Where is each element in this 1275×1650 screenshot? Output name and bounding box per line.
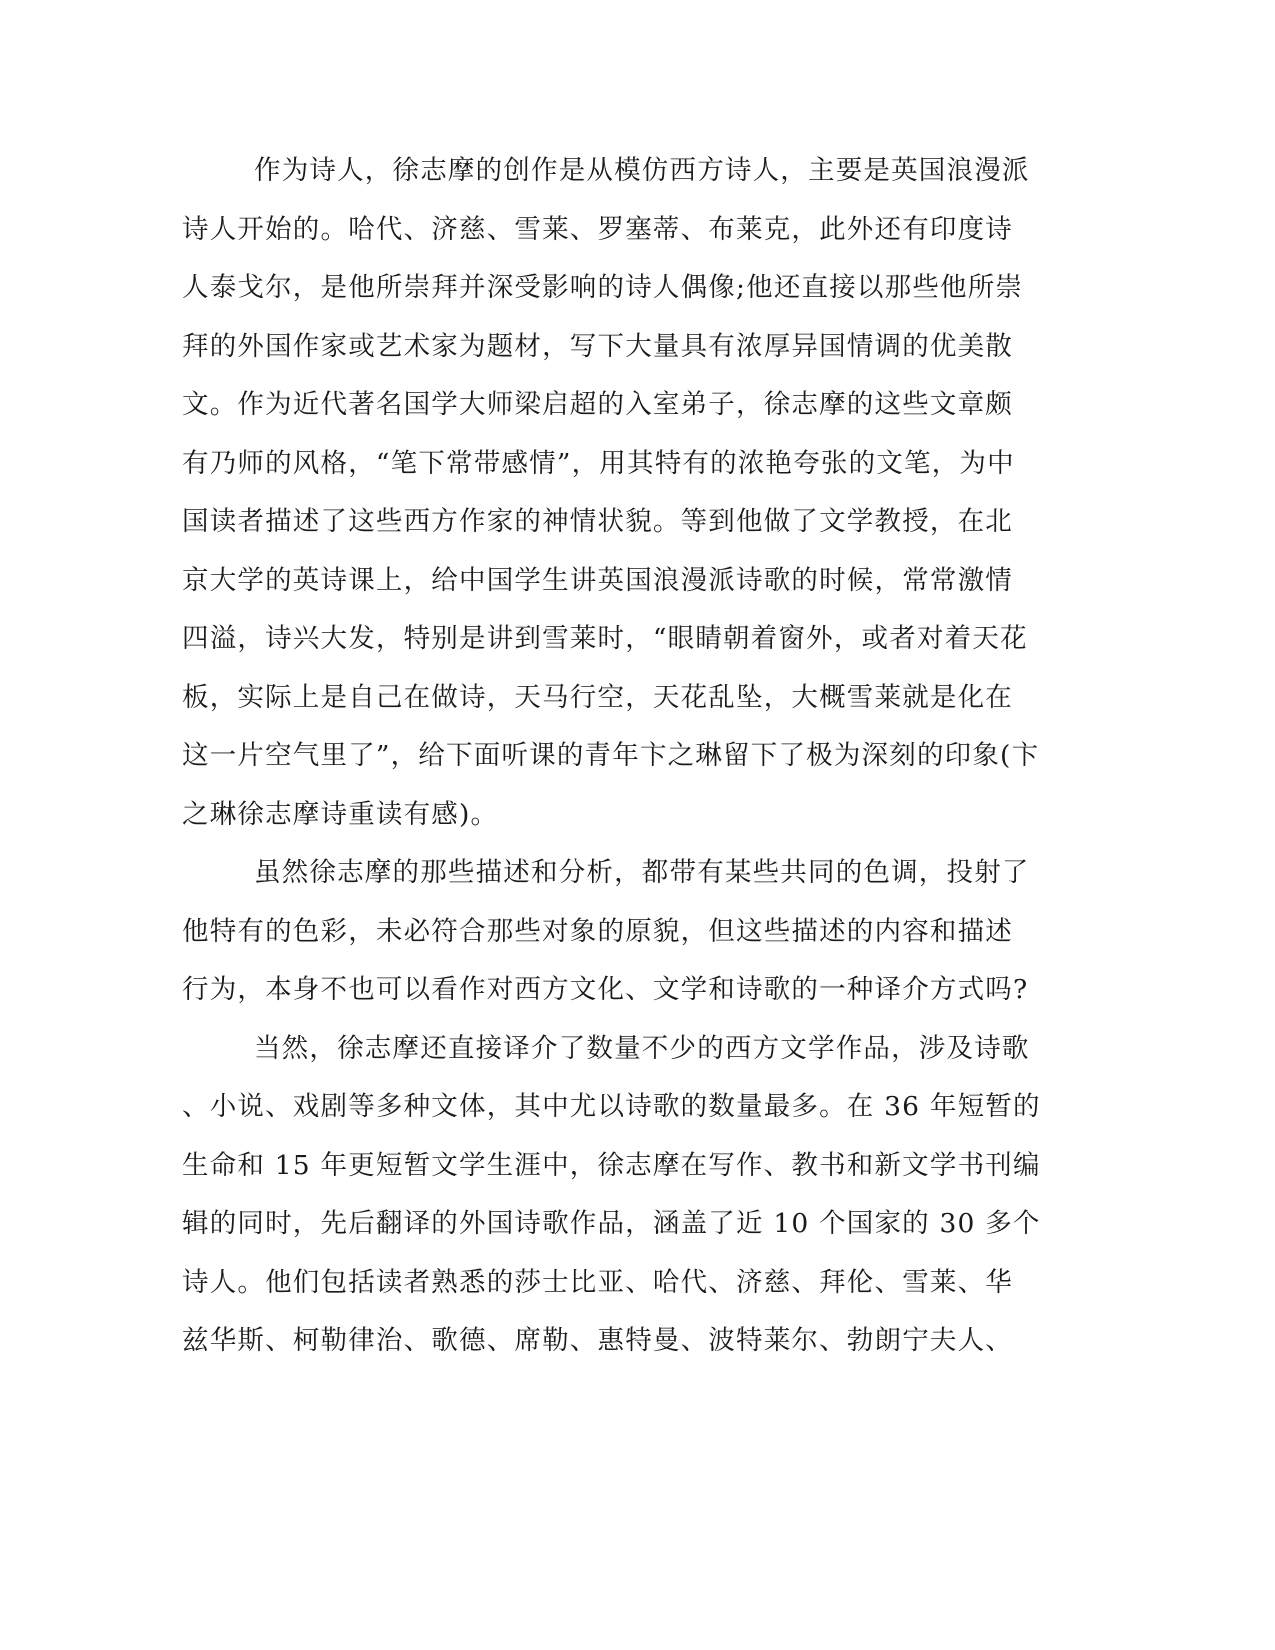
paragraph-2-line-1: 虽然徐志摩的那些描述和分析，都带有某些共同的色调，投射了	[254, 857, 1030, 888]
paragraph-1-line-11: 这一片空气里了”，给下面听课的青年卞之琳留下了极为深刻的印象(卞	[182, 740, 1040, 771]
paragraph-1-line-7: 国读者描述了这些西方作家的神情状貌。等到他做了文学教授，在北	[182, 506, 1013, 537]
paragraph-3-line-1: 当然，徐志摩还直接译介了数量不少的西方文学作品，涉及诗歌	[254, 1032, 1030, 1064]
paragraph-3-line-6: 兹华斯、柯勒律治、歌德、席勒、惠特曼、波特莱尔、勃朗宁夫人、	[182, 1325, 1013, 1356]
paragraph-2-line-2: 他特有的色彩，未必符合那些对象的原貌，但这些描述的内容和描述	[182, 915, 1013, 947]
paragraph-1-line-6: 有乃师的风格，“笔下常带感情”，用其特有的浓艳夸张的文笔，为中	[182, 447, 1015, 479]
paragraph-1-line-10: 板，实际上是自己在做诗，天马行空，天花乱坠，大概雪莱就是化在	[182, 681, 1013, 713]
paragraph-1-line-5: 文。作为近代著名国学大师梁启超的入室弟子，徐志摩的这些文章颇	[182, 389, 1013, 420]
paragraph-3-line-4: 辑的同时，先后翻译的外国诗歌作品，涵盖了近 10 个国家的 30 多个	[182, 1208, 1041, 1239]
paragraph-1-line-1: 作为诗人，徐志摩的创作是从模仿西方诗人，主要是英国浪漫派	[254, 155, 1030, 186]
paragraph-2-line-3: 行为，本身不也可以看作对西方文化、文学和诗歌的一种译介方式吗?	[182, 974, 1029, 1005]
paragraph-1-line-8: 京大学的英诗课上，给中国学生讲英国浪漫派诗歌的时候，常常激情	[182, 564, 1013, 596]
paragraph-3-line-3: 生命和 15 年更短暂文学生涯中，徐志摩在写作、教书和新文学书刊编	[182, 1149, 1041, 1181]
paragraph-1-line-12: 之琳徐志摩诗重读有感)。	[182, 798, 499, 830]
paragraph-1-line-3: 人泰戈尔，是他所崇拜并深受影响的诗人偶像;他还直接以那些他所崇	[182, 272, 1024, 303]
paragraph-3-line-5: 诗人。他们包括读者熟悉的莎士比亚、哈代、济慈、拜伦、雪莱、华	[182, 1266, 1013, 1298]
paragraph-1-line-4: 拜的外国作家或艺术家为题材，写下大量具有浓厚异国情调的优美散	[182, 330, 1013, 362]
paragraph-3-line-2: 、小说、戏剧等多种文体，其中尤以诗歌的数量最多。在 36 年短暂的	[182, 1091, 1041, 1122]
paragraph-1-line-9: 四溢，诗兴大发，特别是讲到雪莱时，“眼睛朝着窗外，或者对着天花	[182, 623, 1028, 654]
paragraph-1-line-2: 诗人开始的。哈代、济慈、雪莱、罗塞蒂、布莱克，此外还有印度诗	[182, 213, 1013, 245]
